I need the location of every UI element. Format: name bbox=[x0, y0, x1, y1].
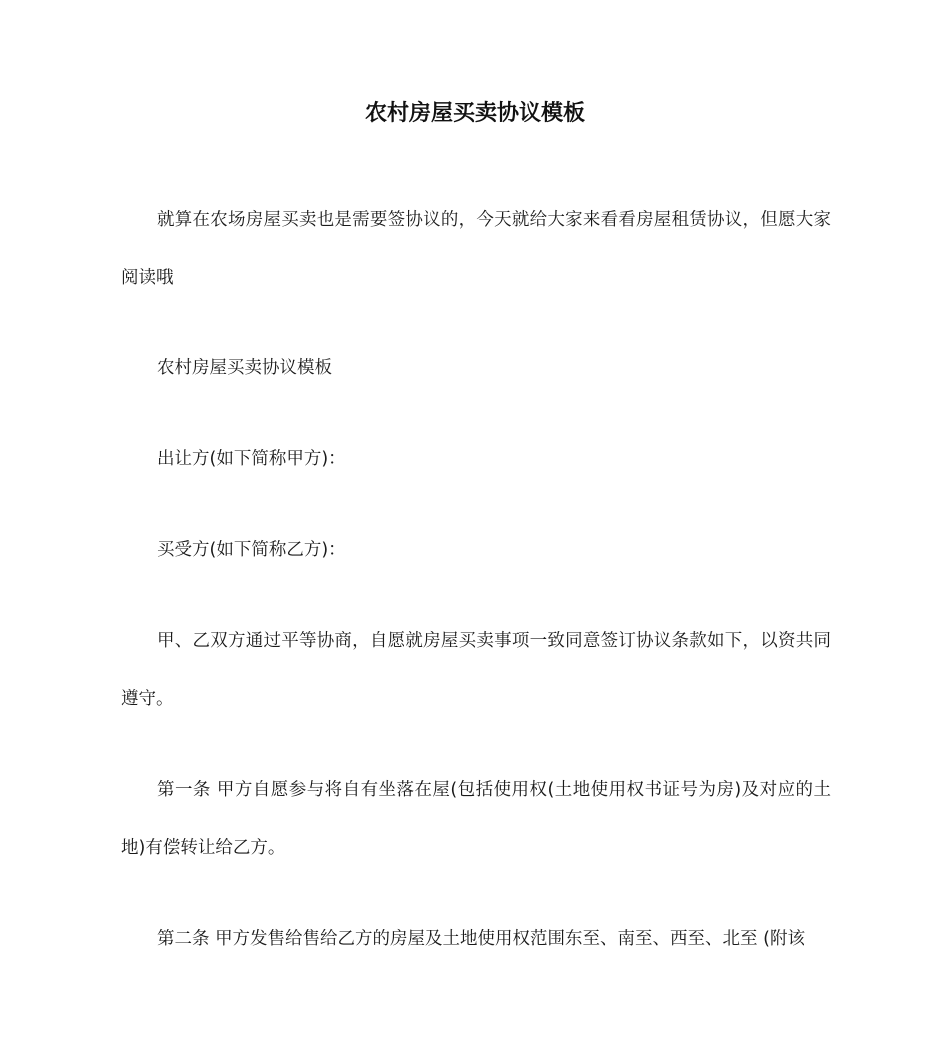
agreement-heading-paragraph: 农村房屋买卖协议模板 bbox=[157, 358, 332, 378]
party-b-paragraph: 买受方(如下简称乙方)： bbox=[157, 540, 346, 560]
intro-paragraph: 就算在农场房屋买卖也是需要签协议的，今天就给大家来看看房屋租赁协议，但愿大家阅读哦 bbox=[121, 210, 831, 288]
preamble-paragraph: 甲、乙双方通过平等协商，自愿就房屋买卖事项一致同意签订协议条款如下，以资共同遵守。 bbox=[121, 631, 831, 709]
document-title: 农村房屋买卖协议模板 bbox=[364, 101, 585, 126]
article-2-paragraph: 第二条 甲方发售给售给乙方的房屋及土地使用权范围东至、南至、西至、北至 (附该 bbox=[157, 929, 805, 949]
party-a-paragraph: 出让方(如下简称甲方)： bbox=[157, 449, 346, 469]
article-1-paragraph: 第一条 甲方自愿参与将自有坐落在屋(包括使用权(土地使用权书证号为房)及对应的土地)有偿转让给乙方。 bbox=[121, 780, 831, 858]
